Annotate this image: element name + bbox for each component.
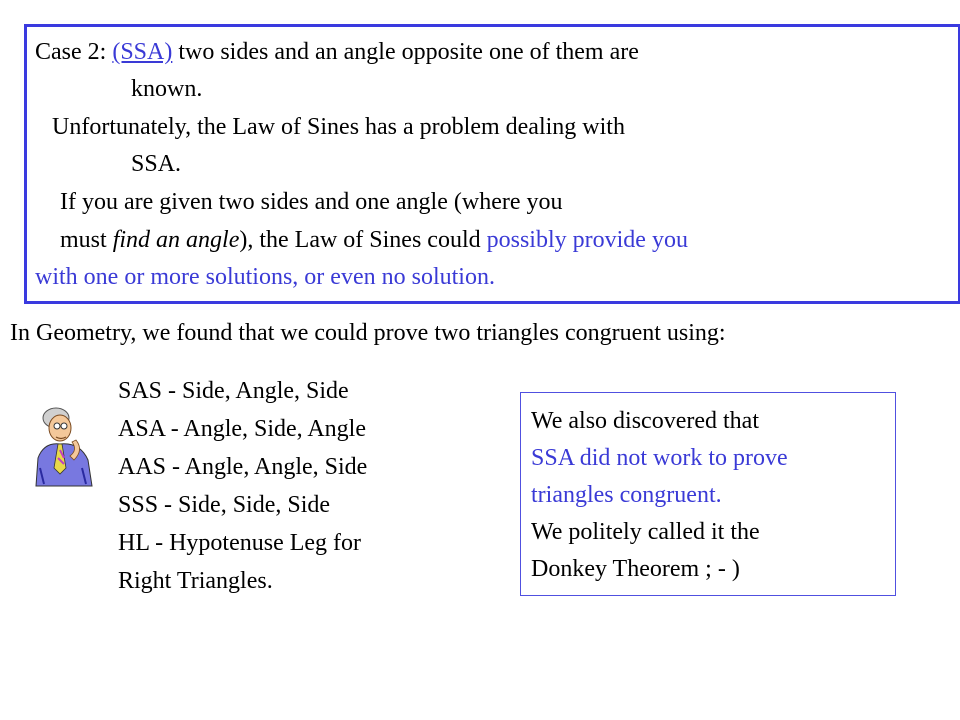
list-item: SAS - Side, Angle, Side — [118, 378, 349, 404]
note-line-2: SSA did not work to prove — [531, 445, 788, 471]
case-line-5: If you are given two sides and one angle (where you — [60, 189, 563, 215]
ssa-case-box — [24, 24, 960, 304]
case-line-6: must find an angle), the Law of Sines could possibly provide you — [60, 227, 688, 253]
case-line-1: Case 2: (SSA) two sides and an angle opposite one of them are — [35, 39, 639, 65]
note-line-5: Donkey Theorem ; - ) — [531, 556, 740, 582]
list-item: ASA - Angle, Side, Angle — [118, 416, 367, 442]
case-line-7: with one or more solutions, or even no solution. — [35, 264, 495, 290]
note-line-3: triangles congruent. — [531, 482, 722, 508]
geometry-intro-text: In Geometry, we found that we could prove two triangles congruent using: — [10, 320, 726, 346]
donkey-theorem-note-box — [520, 392, 896, 596]
list-item: HL - Hypotenuse Leg for — [118, 530, 362, 556]
note-line-4: We politely called it the — [531, 519, 760, 545]
case-line-4: SSA. — [131, 151, 182, 177]
list-item: Right Triangles. — [118, 568, 273, 594]
thinking-professor-icon — [30, 398, 102, 488]
ssa-link[interactable]: (SSA) — [112, 39, 173, 65]
case-line-2: known. — [131, 76, 203, 102]
list-item: AAS - Angle, Angle, Side — [118, 454, 368, 480]
note-line-1: We also discovered that — [531, 408, 759, 434]
list-item: SSS - Side, Side, Side — [118, 492, 331, 518]
case-line-3: Unfortunately, the Law of Sines has a problem dealing with — [52, 114, 625, 140]
congruence-methods-list — [118, 372, 367, 600]
